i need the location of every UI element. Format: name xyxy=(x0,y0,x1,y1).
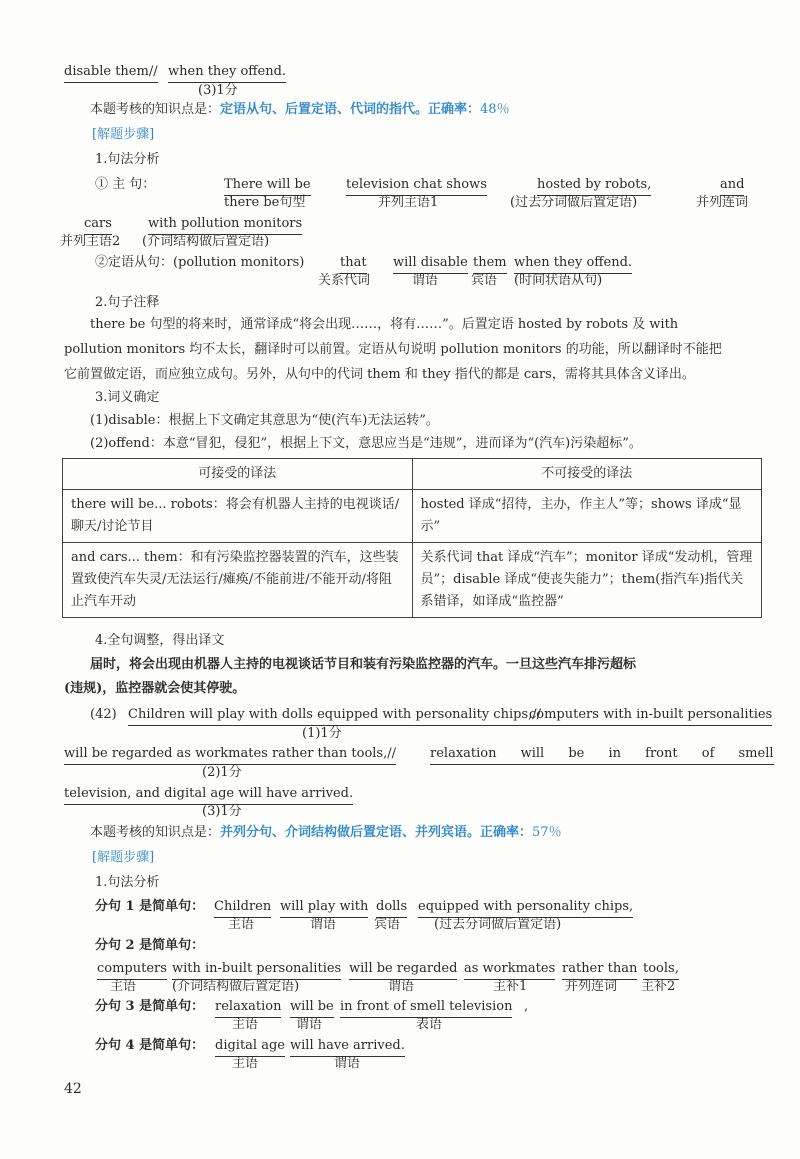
grammar-annotation: 主补2 xyxy=(641,979,676,994)
sentence-segment: digital age xyxy=(215,1037,285,1057)
sentence-segment: with pollution monitors xyxy=(148,215,302,235)
sentence-segment: dolls xyxy=(376,898,407,918)
table-header: 不可接受的译法 xyxy=(412,459,762,490)
sentence-segment: will be xyxy=(290,998,334,1018)
table-row xyxy=(63,543,762,618)
grammar-annotation: (时间状语从句) xyxy=(514,273,603,288)
clause-label: 分句 1 是简单句： xyxy=(95,899,205,914)
sentence-segment: when they offend. xyxy=(514,254,632,274)
paragraph-line: pollution monitors 均不太长，翻译时可以前置。定语从句说明 pollution monitors 的功能，所以翻译时不能把 xyxy=(64,342,722,357)
section-heading: 1.句法分析 xyxy=(95,875,160,890)
sentence-segment: relaxation will be in front of smell xyxy=(430,745,774,765)
grammar-annotation: (过去分词做后置定语) xyxy=(434,917,562,932)
sentence-segment: disable them// xyxy=(64,63,158,83)
section-heading: 4.全句调整，得出译文 xyxy=(95,633,225,648)
sentence-segment: will have arrived. xyxy=(290,1037,405,1057)
grammar-annotation: 并列主语1 xyxy=(378,195,439,210)
steps-tag: [解题步骤] xyxy=(92,127,155,142)
grammar-annotation: 并列连词 xyxy=(565,979,618,994)
sentence-segment: television chat shows xyxy=(346,176,487,196)
grammar-annotation: 谓语 xyxy=(310,917,337,932)
page-number: 42 xyxy=(64,1081,82,1097)
grammar-annotation: 宾语 xyxy=(374,917,401,932)
clause-label: ① 主 句： xyxy=(95,177,156,192)
sentence-segment: rather than xyxy=(562,960,637,980)
grammar-annotation: 谓语 xyxy=(412,273,439,288)
kp-items: 定语从句、后置定语、代词的指代。正确率： xyxy=(220,102,481,117)
kp-prefix: 本题考核的知识点是： xyxy=(90,102,221,117)
sentence-segment: computers xyxy=(97,960,167,980)
punctuation: , xyxy=(524,999,529,1014)
grammar-annotation: 谓语 xyxy=(296,1017,323,1032)
sentence-segment: cars xyxy=(84,215,112,235)
clause-label: ②定语从句：(pollution monitors) xyxy=(95,255,305,270)
grammar-annotation: 并列连词 xyxy=(696,195,749,210)
grammar-annotation: 并列主语2 xyxy=(60,234,121,249)
knowledge-point xyxy=(90,824,562,842)
sentence-segment: There will be xyxy=(224,176,311,196)
grammar-annotation: 谓语 xyxy=(388,979,415,994)
grammar-annotation: (介词结构做后置定语) xyxy=(172,979,300,994)
sentence-segment: Children will play with dolls equipped with personality chips,// xyxy=(128,706,541,726)
sentence-segment: television, and digital age will have arrived. xyxy=(64,785,353,805)
sentence-segment: and xyxy=(720,176,744,196)
sentence-segment: will disable xyxy=(393,254,468,274)
kp-rate: 48％ xyxy=(480,102,510,117)
translation-table xyxy=(62,458,762,618)
table-cell: there will be... robots：将会有机器人主持的电视谈话/聊天/讨论节目 xyxy=(63,490,413,543)
grammar-annotation: 关系代词 xyxy=(318,273,371,288)
grammar-annotation: (过去分词做后置定语) xyxy=(510,195,638,210)
sentence-segment: that xyxy=(340,254,367,274)
table-cell: 关系代词 that 译成“汽车”；monitor 译成“发动机，管理员”；disable 译成“使丧失能力”；them(指汽车)指代关系错译，如译成“监控器” xyxy=(412,543,762,618)
question-number: (42) xyxy=(90,707,117,722)
sentence-segment: them xyxy=(473,254,507,274)
grammar-annotation: 主语 xyxy=(232,1017,259,1032)
grammar-annotation: 主语 xyxy=(110,979,137,994)
clause-label: 分句 3 是简单句： xyxy=(95,999,205,1014)
table-header-row xyxy=(63,459,762,490)
sentence-segment: relaxation xyxy=(215,998,281,1018)
grammar-annotation: 主语 xyxy=(228,917,255,932)
sentence-segment: will be regarded as workmates rather than tools,// xyxy=(64,745,396,765)
grammar-annotation: 主补1 xyxy=(493,979,528,994)
table-row xyxy=(63,490,762,543)
table-cell: and cars... them：和有污染监控器装置的汽车，这些装置致使汽车失灵/无法运行/瘫痪/不能前进/不能开动/将阻止汽车开动 xyxy=(63,543,413,618)
sentence-segment: will be regarded xyxy=(349,960,457,980)
sentence-segment: equipped with personality chips, xyxy=(418,898,633,918)
steps-tag: [解题步骤] xyxy=(92,850,155,865)
grammar-annotation: 主语 xyxy=(232,1056,259,1071)
score-mark: (1)1分 xyxy=(302,726,342,741)
grammar-annotation: 谓语 xyxy=(334,1056,361,1071)
paragraph-line: there be 句型的将来时，通常译成“将会出现……，将有……”。后置定语 hosted by robots 及 with xyxy=(90,317,679,332)
paragraph-line: (2)offend：本意“冒犯，侵犯”，根据上下文，意思应当是“违规”，进而译为“(汽车)污染超标”。 xyxy=(90,436,642,451)
grammar-annotation: 表语 xyxy=(416,1017,443,1032)
paragraph-line: 它前置做定语，而应独立成句。另外，从句中的代词 them 和 they 指代的都是 cars，需将其具体含义译出。 xyxy=(64,367,695,382)
sentence-segment: with in-built personalities xyxy=(172,960,341,980)
knowledge-point xyxy=(90,101,510,119)
translation-line: 届时，将会出现由机器人主持的电视谈话节目和装有污染监控器的汽车。一旦这些汽车排污超标 xyxy=(90,657,637,672)
sentence-segment: Children xyxy=(214,898,271,918)
sentence-segment: tools, xyxy=(643,960,679,980)
section-heading: 1.句法分析 xyxy=(95,152,160,167)
kp-rate: 57％ xyxy=(532,825,562,840)
sentence-segment: computers with in-built personalities xyxy=(529,706,772,726)
score-mark: (3)1分 xyxy=(202,804,242,819)
section-heading: 2.句子注释 xyxy=(95,295,160,310)
section-heading: 3.词义确定 xyxy=(95,390,160,405)
score-mark: (3)1分 xyxy=(198,83,238,98)
kp-prefix: 本题考核的知识点是： xyxy=(90,825,221,840)
score-mark: (2)1分 xyxy=(202,765,242,780)
table-cell: hosted 译成“招待，主办，作主人”等；shows 译成“显示” xyxy=(412,490,762,543)
sentence-segment: as workmates xyxy=(464,960,555,980)
kp-items: 并列分句、介词结构做后置定语、并列宾语。正确率： xyxy=(220,825,533,840)
sentence-segment: will play with xyxy=(280,898,368,918)
table-header: 可接受的译法 xyxy=(63,459,413,490)
clause-label: 分句 4 是简单句： xyxy=(95,1038,205,1053)
paragraph-line: (1)disable：根据上下文确定其意思为“使(汽车)无法运转”。 xyxy=(90,413,439,428)
translation-line: (违规)，监控器就会使其停驶。 xyxy=(64,681,246,696)
grammar-annotation: there be句型 xyxy=(224,195,306,210)
clause-label: 分句 2 是简单句： xyxy=(95,938,205,953)
sentence-segment: in front of smell television xyxy=(340,998,512,1018)
sentence-segment: hosted by robots, xyxy=(537,176,651,196)
grammar-annotation: 宾语 xyxy=(471,273,498,288)
grammar-annotation: (介词结构做后置定语) xyxy=(142,234,270,249)
sentence-segment: when they offend. xyxy=(168,63,286,83)
